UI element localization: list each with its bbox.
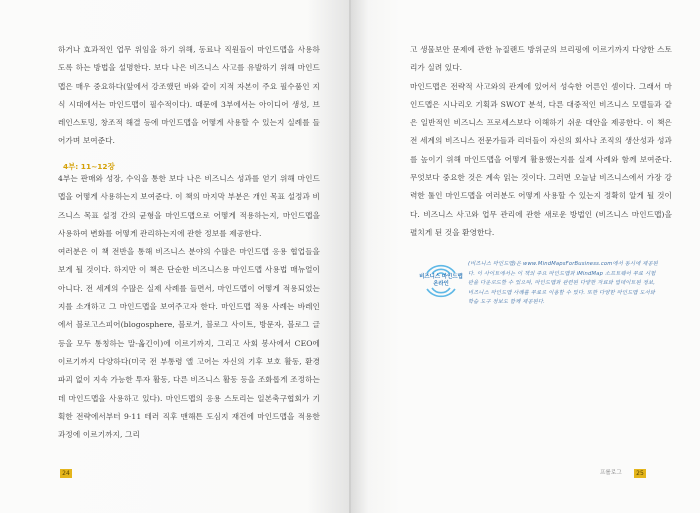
page-number-left: 24 [60, 469, 72, 478]
note-text: (비즈니스 마인드맵)은 www.MindMapsForBusiness.com에서 동시에 제공된다. 이 사이트에서는 이 책의 주요 마인드맵과 iMindMap 소프트웨어 무료 시험판을 다운로드할 수 있으며, 마인드맵과 관련된 다양한 자료와 업데이트된 정보, 비즈니스 마인드맵 사례를 무료로 이용할 수 있다. 또한 다양한 마인드맵 도서와 학습 도구 정보도 함께 제공된다. [468, 261, 658, 306]
left-paragraph-3: 여러분은 이 책 전반을 통해 비즈니스 분야의 수많은 마인드맵 응용 협업들을 보게 될 것이다. 하지만 이 책은 단순한 비즈니스용 마인드맵 사용법 매뉴얼이 아니다. 전 세계의 수많은 실제 사례를 들면서, 마인드맵이 어떻게 적용되었는지를 소개하고 그 마인드맵을 보여주고자 한다. 마인드맵 적용 사례는 바레인에서 블로고스피어(blogosphere, 블로거, 블로그 사이트, 방문자, 블로그 글 등을 모두 통칭하는 말-옮긴이)에 이르기까지, 그리고 사회 봉사에서 CEO에 이르기까지 다양하다(미국 전 부통령 앨 고어는 자신의 기후 보호 활동, 환경 파괴 없이 지속 가능한 투자 활동, 다른 비즈니스 활동 등을 조화롭게 조정하는 데 마인드맵을 사용하고 있다). 마인드맵의 응용 스토리는 일본축구협회가 기획한 전략에서부터 9·11 테러 직후 맨해튼 도심지 재건에 마인드맵을 적용한 과정에 이르기까지, 그리 [58, 247, 320, 440]
right-paragraph-2: 마인드맵은 전략적 사고와의 관계에 있어서 성숙한 어른인 셈이다. 그래서 마인드맵은 시나리오 기획과 SWOT 분석, 다른 대중적인 비즈니스 모델들과 같은 일반적인 비즈니스 프로세스보다 이해하기 쉬운 대안을 제공한다. 이 책은 전 세계의 비즈니스 전문가들과 리더들이 자신의 회사나 조직의 생산성과 성과를 높이기 위해 마인드맵을 어떻게 활용했는지를 실제 사례와 함께 보여준다. 무엇보다 중요한 것은 계속 읽는 것이다. 그러면 오늘날 비즈니스에서 가장 강력한 툴인 마인드맵을 여러분도 어떻게 사용할 수 있는지 정확히 알게 될 것이다. 비즈니스 사고와 업무 관리에 관한 새로운 방법인 (비즈니스 마인드맵)을 펼치게 된 것을 환영한다. [410, 81, 672, 237]
left-paragraph-1-text: 하거나 효과적인 업무 위임을 하기 위해, 동료나 직원들이 마인드맵을 사용하도록 하는 방법을 설명한다. 보다 나은 비즈니스 사고를 유발하기 위해 마인드맵은 매우 중요하다(앞에서 강조했던 바와 같이 지적 자본이 주요 필수품인 지식 시대에서는 마인드맵이 필수적이다). 때문에 3부에서는 아이디어 생성, 브레인스토밍, 창조적 해결 등에 마인드맵을 어떻게 사용할 수 있는지 실례를 들어가며 보여준다. [58, 45, 320, 146]
left-paragraph-1 [58, 41, 320, 151]
left-body [58, 170, 320, 444]
running-head: 프롤로그 [600, 470, 622, 476]
page-number-right: 25 [634, 469, 646, 478]
note-badge-label: 비즈니스 마인드맵 온라인 [419, 274, 463, 287]
section-subhead: 4부: 11~12장 [63, 162, 115, 171]
right-body [410, 41, 672, 242]
online-side-note [418, 258, 658, 320]
left-paragraph-2: 4부는 판매와 성장, 수익을 통한 보다 나은 비즈니스 성과를 얻기 위해 마인드맵을 어떻게 사용하는지 보여준다. 이 책의 마지막 부분은 개인 목표 설정과 비즈니스 목표 설정 간의 균형을 마인드맵으로 어떻게 적용하는지, 마인드맵을 사용하여 변화를 어떻게 관리하는지에 관한 정보를 제공한다. [58, 174, 320, 238]
right-paragraph-1: 고 생물보안 문제에 관한 뉴질랜드 방위군의 브리핑에 이르기까지 다양한 스토리가 실려 있다. [410, 45, 672, 73]
